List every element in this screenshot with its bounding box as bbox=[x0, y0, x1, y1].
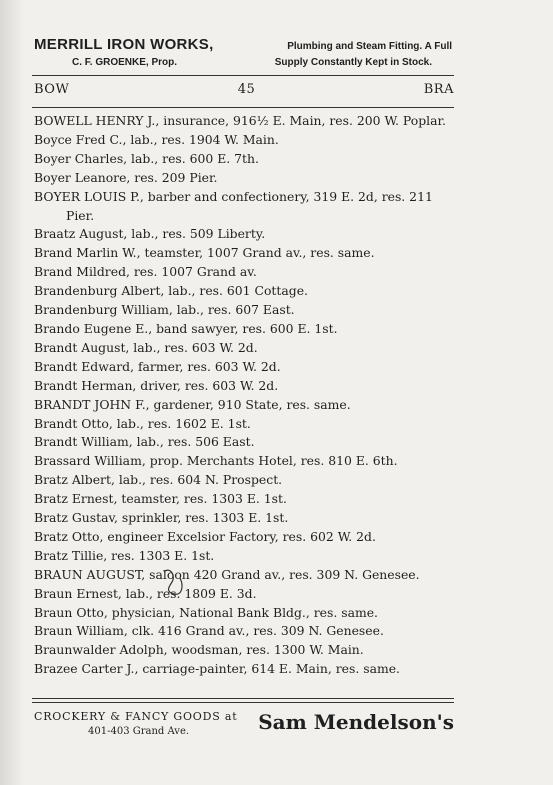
directory-entry: Bratz Otto, engineer Excelsior Factory, res. 602 W. 2d. bbox=[34, 528, 376, 544]
header-rule bbox=[32, 75, 454, 76]
footer-rule bbox=[32, 698, 454, 699]
page-number: 45 bbox=[237, 82, 256, 97]
footer-ad-merchant: Sam Mendelson's bbox=[258, 710, 454, 734]
directory-entry: Braun William, clk. 416 Grand av., res. 309 N. Genesee. bbox=[34, 623, 384, 639]
footer-ad-goods: CROCKERY & FANCY GOODS at bbox=[34, 710, 238, 723]
directory-entry: Brand Marlin W., teamster, 1007 Grand av., res. same. bbox=[34, 245, 375, 261]
directory-entry: Bratz Ernest, teamster, res. 1303 E. 1st. bbox=[34, 491, 287, 507]
header-ad-supply: Supply Constantly Kept in Stock. bbox=[274, 57, 432, 68]
directory-entry: Brazee Carter J., carriage-painter, 614 E. Main, res. same. bbox=[34, 661, 400, 677]
scan-edge-shadow bbox=[0, 0, 22, 785]
directory-entry: Brandt August, lab., res. 603 W. 2d. bbox=[34, 339, 258, 355]
directory-entry: Brando Eugene E., band sawyer, res. 600 E. 1st. bbox=[34, 320, 338, 336]
directory-entry: Braunwalder Adolph, woodsman, res. 1300 W. Main. bbox=[34, 642, 364, 658]
guide-word-right: BRA bbox=[423, 82, 454, 97]
directory-entry: Bratz Albert, lab., res. 604 N. Prospect. bbox=[34, 472, 283, 488]
directory-entry: Braun Ernest, lab., res. 1809 E. 3d. bbox=[34, 585, 257, 601]
directory-entry: Bratz Gustav, sprinkler, res. 1303 E. 1st. bbox=[34, 510, 289, 526]
footer-rule-thin bbox=[32, 702, 454, 703]
running-head bbox=[34, 82, 454, 97]
directory-entry: Brassard William, prop. Merchants Hotel, res. 810 E. 6th. bbox=[34, 453, 398, 469]
header-ad-proprietor: C. F. GROENKE, Prop. bbox=[72, 57, 178, 68]
handwritten-mark bbox=[160, 562, 190, 602]
directory-entry: Boyer Charles, lab., res. 600 E. 7th. bbox=[34, 150, 259, 166]
directory-entry: Brandt Herman, driver, res. 603 W. 2d. bbox=[34, 377, 279, 393]
guide-word-left: BOW bbox=[34, 82, 70, 97]
directory-entry: BRANDT JOHN F., gardener, 910 State, res. same. bbox=[34, 396, 351, 412]
header-ad-tagline: Plumbing and Steam Fitting. A Full bbox=[287, 41, 452, 52]
directory-entry: Boyce Fred C., lab., res. 1904 W. Main. bbox=[34, 131, 279, 147]
directory-entry: Braun Otto, physician, National Bank Bldg., res. same. bbox=[34, 604, 378, 620]
directory-entry: Brandenburg William, lab., res. 607 East. bbox=[34, 302, 295, 318]
directory-entry: Boyer Leanore, res. 209 Pier. bbox=[34, 169, 218, 185]
header-ad-company: MERRILL IRON WORKS, bbox=[34, 36, 214, 53]
directory-entry: Brandt Otto, lab., res. 1602 E. 1st. bbox=[34, 415, 251, 431]
directory-entry: Brandt William, lab., res. 506 East. bbox=[34, 434, 255, 450]
directory-entry: BRAUN AUGUST, saloon 420 Grand av., res. 309 N. Genesee. bbox=[34, 566, 420, 582]
directory-entry: BOWELL HENRY J., insurance, 916½ E. Main, res. 200 W. Poplar. bbox=[34, 113, 446, 128]
directory-entry: BOYER LOUIS P., barber and confectionery, 319 E. 2d, res. 211 Pier. bbox=[34, 188, 433, 223]
directory-entry: Brand Mildred, res. 1007 Grand av. bbox=[34, 264, 257, 280]
footer-ad-address: 401-403 Grand Ave. bbox=[88, 726, 190, 737]
directory-entry: Bratz Tillie, res. 1303 E. 1st. bbox=[34, 547, 215, 563]
directory-entry: Braatz August, lab., res. 509 Liberty. bbox=[34, 226, 266, 242]
directory-entry: Brandenburg Albert, lab., res. 601 Cottage. bbox=[34, 283, 308, 299]
directory-entry: Brandt Edward, farmer, res. 603 W. 2d. bbox=[34, 358, 281, 374]
running-head-rule bbox=[32, 107, 454, 108]
directory-entries bbox=[34, 112, 458, 679]
header-advertisement bbox=[34, 36, 452, 68]
